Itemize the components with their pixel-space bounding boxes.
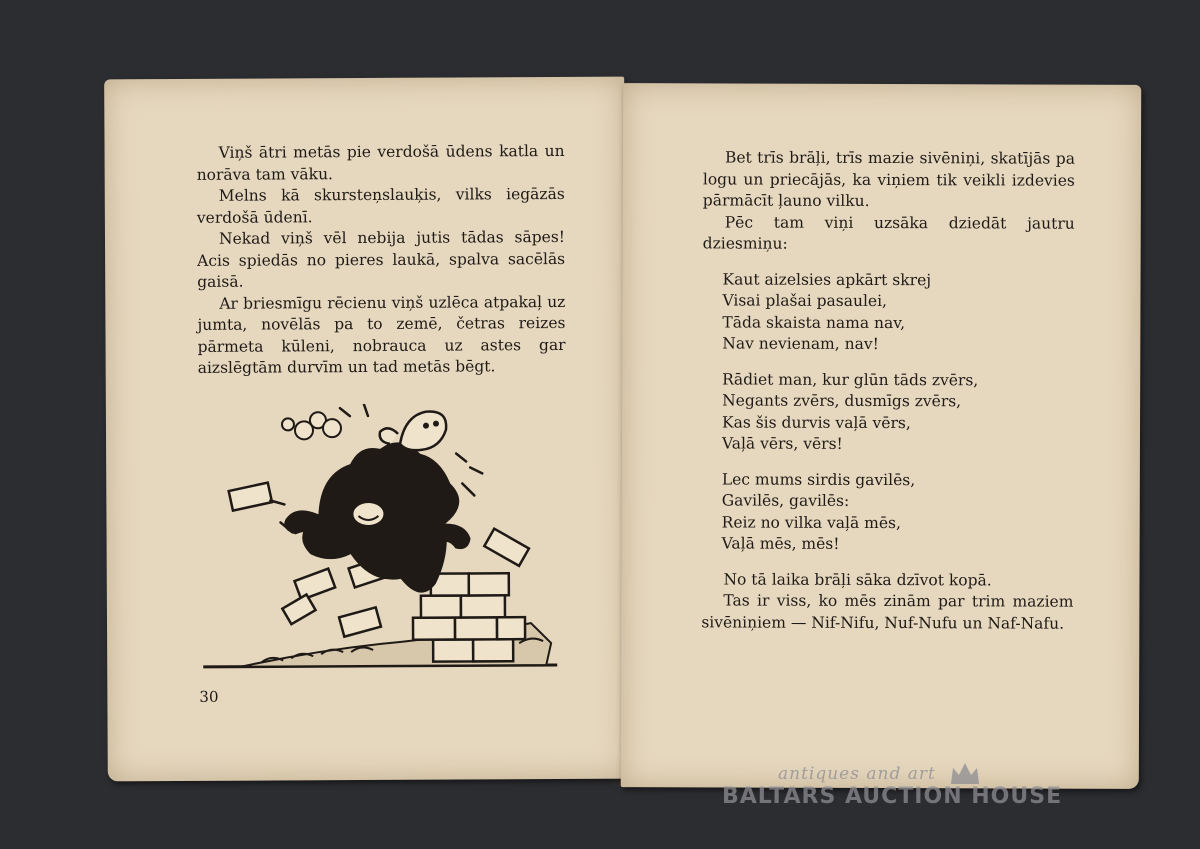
paragraph: Tas ir viss, ko mēs zinām par trim maziem sivēniņiem — Nif-Nifu, Nuf-Nufu un Naf-Nafu. [701,591,1074,633]
song-stanza [722,369,1074,456]
verse-line: Kas šis durvis vaļā vērs, [722,412,911,432]
verse-line: Rādiet man, kur glūn tāds zvērs, [722,369,979,389]
verse-line: Negants zvērs, dusmīgs zvērs, [722,391,962,411]
verse-line: Visai plašai pasaulei, [722,291,888,311]
left-page [104,77,628,782]
paragraph: Viņš ātri metās pie verdošā ūdens katla un norāva tam vāku. [196,141,565,184]
song-stanza [722,269,1074,356]
right-page [621,83,1141,789]
verse-line: Tāda skaista nama nav, [722,312,906,332]
paragraph: Bet trīs brāļi, trīs mazie sivēniņi, skatījās pa logu un priecājās, ka viņiem tik veikli izdevies pārmācīt ļauno vilku. [702,148,1076,210]
verse-line: Reiz no vilka vaļā mēs, [721,512,901,532]
watermark-tagline: antiques and art [778,764,936,784]
song-stanza [722,469,1074,556]
verse-line: Kaut aizelsies apkārt skrej [722,269,932,289]
paragraph: Pēc tam viņi uzsāka dziedāt jautru dziesmiņu: [702,212,1075,253]
paragraph: Nekad viņš vēl nebija jutis tādas sāpes! Acis spiedās no pieres laukā, spalva sacēlās gaisā. [197,227,566,291]
verse-line: Gavilēs, gavilēs: [721,491,850,510]
page-number: 30 [199,687,219,706]
verse-line: Nav nevienam, nav! [722,334,879,353]
crown-icon [948,760,982,786]
paragraph: Ar briesmīgu rēcienu viņš uzlēca atpakaļ uz jumta, novēlās pa to zemē, četras reizes pārmeta kūleni, nobrauca uz astes gar aizslēgtām durvīm un tad metās bēgt. [197,292,566,377]
auction-house-watermark [722,760,1122,820]
verse-line: Lec mums sirdis gavilēs, [721,469,916,489]
wolf-chimney-illustration [200,403,561,675]
watermark-name: BALTARS AUCTION HOUSE [722,784,1063,809]
right-page-text [701,147,1075,634]
verse-line: Vaļā vērs, vērs! [721,434,843,453]
paragraph: No tā laika brāļi sāka dzīvot kopā. [723,569,992,589]
paragraph: Melns kā skursteņslauķis, vilks iegāzās verdošā ūdenī. [196,184,565,227]
left-page-text [196,141,565,379]
verse-line: Vaļā mēs, mēs! [721,534,840,553]
